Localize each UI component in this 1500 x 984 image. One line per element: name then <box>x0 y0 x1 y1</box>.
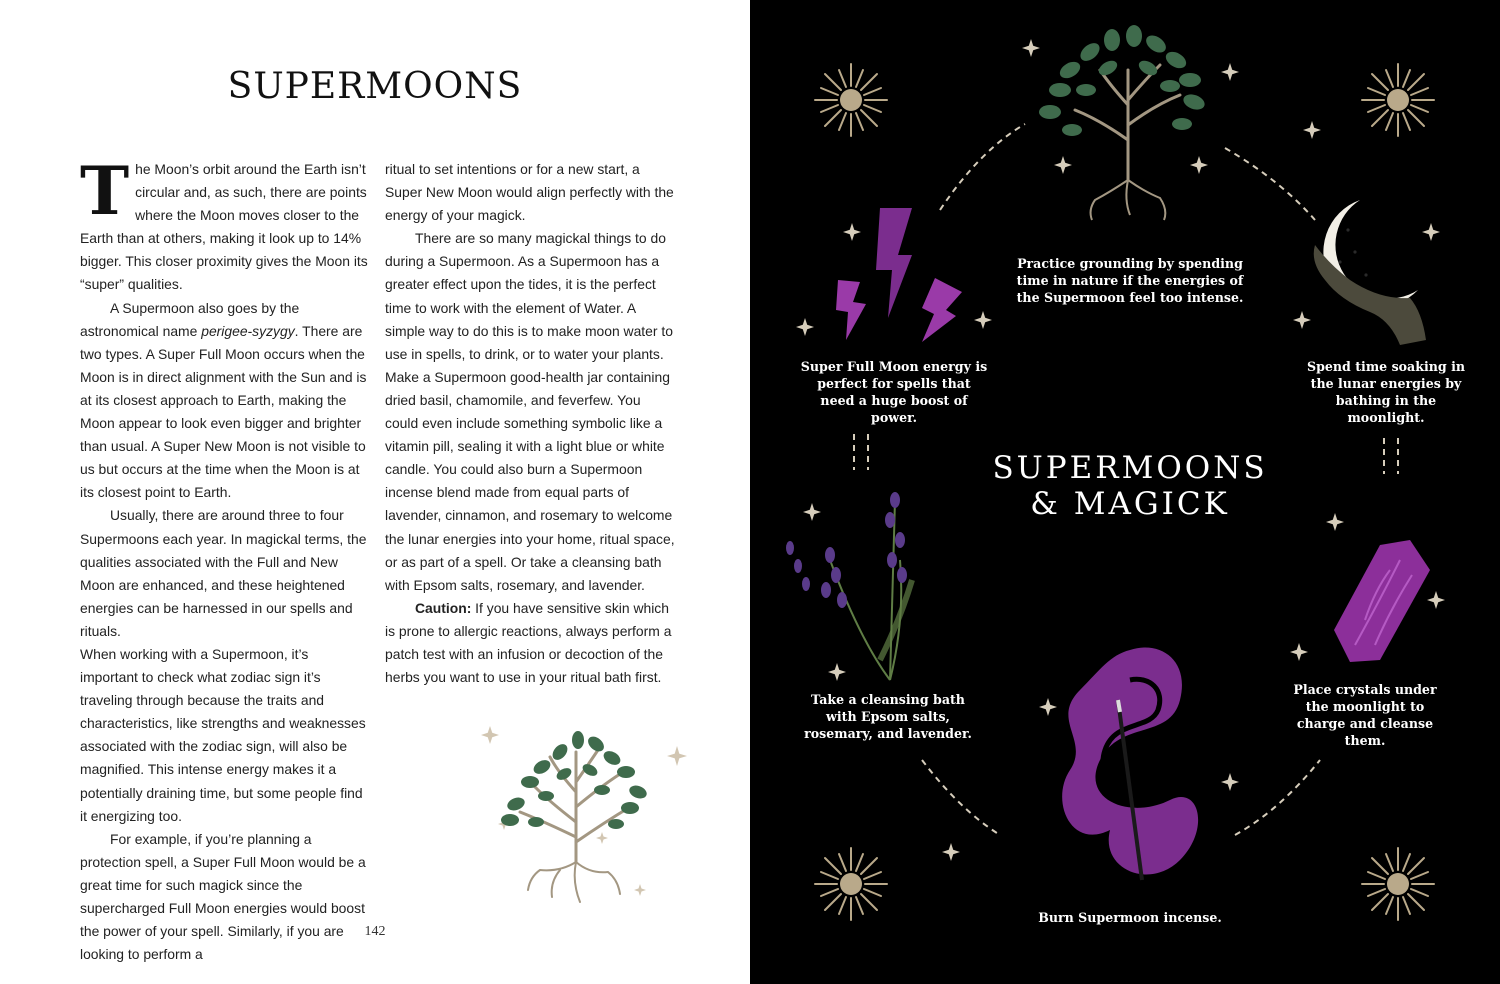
right-page-title: SUPERMOONS & MAGICK <box>992 450 1268 522</box>
caption-grounding: Practice grounding by spending time in nature if the energies of the Supermoon feel too intense. <box>1016 256 1244 305</box>
paragraph-8: Caution: If you have sensitive skin which is prone to allergic reactions, always perform a patch test with an infusion or decoction of the herbs you want to use in your ritual bath first. <box>385 599 672 686</box>
sunburst-icon <box>1362 848 1434 920</box>
sunburst-icon <box>815 64 887 136</box>
tree-icon <box>480 712 690 912</box>
paragraph-2: A Supermoon also goes by the astronomical name perigee-syzygy. There are two types. A Super Full Moon occurs when the Moon is in direct alignment with the Sun and is at its closest approach to Earth, making the Moon appear to look even bigger and brighter than usual. A Super New Moon is not visible to us but occurs at the time when the Moon is at its closest point to Earth. <box>80 299 367 501</box>
italic-term: perigee-syzygy <box>201 322 295 339</box>
drop-cap: T <box>80 152 130 230</box>
lightning-icon <box>836 208 962 342</box>
paragraph-4: When working with a Supermoon, it’s important to check what zodiac sign it’s traveling through because the traits and characteristics, like strengths and weaknesses associated with the zodiac sign, will also be magnified. This intense energy makes it a potentially draining time, but some people find it energizing too. <box>80 645 366 824</box>
crystal-icon <box>1334 540 1430 662</box>
lavender-icon <box>786 492 912 680</box>
caption-moonlight-soak: Spend time soaking in the lunar energies by bathing in the moonlight. <box>1306 359 1466 425</box>
paragraph-1: The Moon’s orbit around the Earth isn’t circular and, as such, there are points where the Moon moves closer to the Earth than at others, making it look up to 14% bigger. This closer proximity gives the Moon its “super” qualities. <box>80 152 368 293</box>
incense-smoke-icon <box>1062 647 1198 880</box>
sunburst-icon <box>815 848 887 920</box>
paragraph-5: For example, if you’re planning a protection spell, a Super Full Moon would be a great time for such magick since the supercharged Full Moon energies would boost the power of your spell. Similarly, if you are looking to perform a <box>80 830 366 963</box>
caution-label: Caution: <box>415 599 472 616</box>
caption-crystals: Place crystals under the moonlight to charge and cleanse them. <box>1293 682 1437 748</box>
tree-icon <box>1039 25 1207 220</box>
text-column-2 <box>385 158 675 689</box>
paragraph-3: Usually, there are around three to four Supermoons each year. In magickal terms, the qualities associated with the Full and New Moon are enhanced, and these heightened energies can be harnessed in our spells and rituals. <box>80 507 367 639</box>
sunburst-icon <box>1362 64 1434 136</box>
caption-super-full-moon: Super Full Moon energy is perfect for spells that need a huge boost of power. <box>800 359 988 425</box>
paragraph-7: There are so many magickal things to do during a Supermoon. As a Supermoon has a greater effect upon the tides, it is the perfect time to work with the element of Water. A simple way to do this is to make moon water to use in spells, to drink, or to water your plants. Make a Supermoon good-health jar containing dried basil, chamomile, and feverfew. You could even include something symbolic like a vitamin pill, sealing it with a light blue or white candle. You could also burn a Supermoon incense blend made from equal parts of lavender, cinnamon, and rosemary to welcome the lunar energies into your home, ritual space, or as part of a spell. Or take a cleansing bath with Epsom salts, rosemary, and lavender. <box>385 230 675 593</box>
moon-hand-icon <box>1314 200 1426 345</box>
caption-cleansing-bath: Take a cleansing bath with Epsom salts, rosemary, and lavender. <box>804 692 972 741</box>
text-column-1 <box>80 152 370 966</box>
caption-incense: Burn Supermoon incense. <box>1038 910 1222 925</box>
page-number: 142 <box>364 924 386 939</box>
paragraph-6: ritual to set intentions or for a new start, a Super New Moon would align perfectly with the energy of your magick. <box>385 161 674 224</box>
page-title: SUPERMOONS <box>227 66 523 107</box>
sparkle-icon <box>481 726 687 896</box>
